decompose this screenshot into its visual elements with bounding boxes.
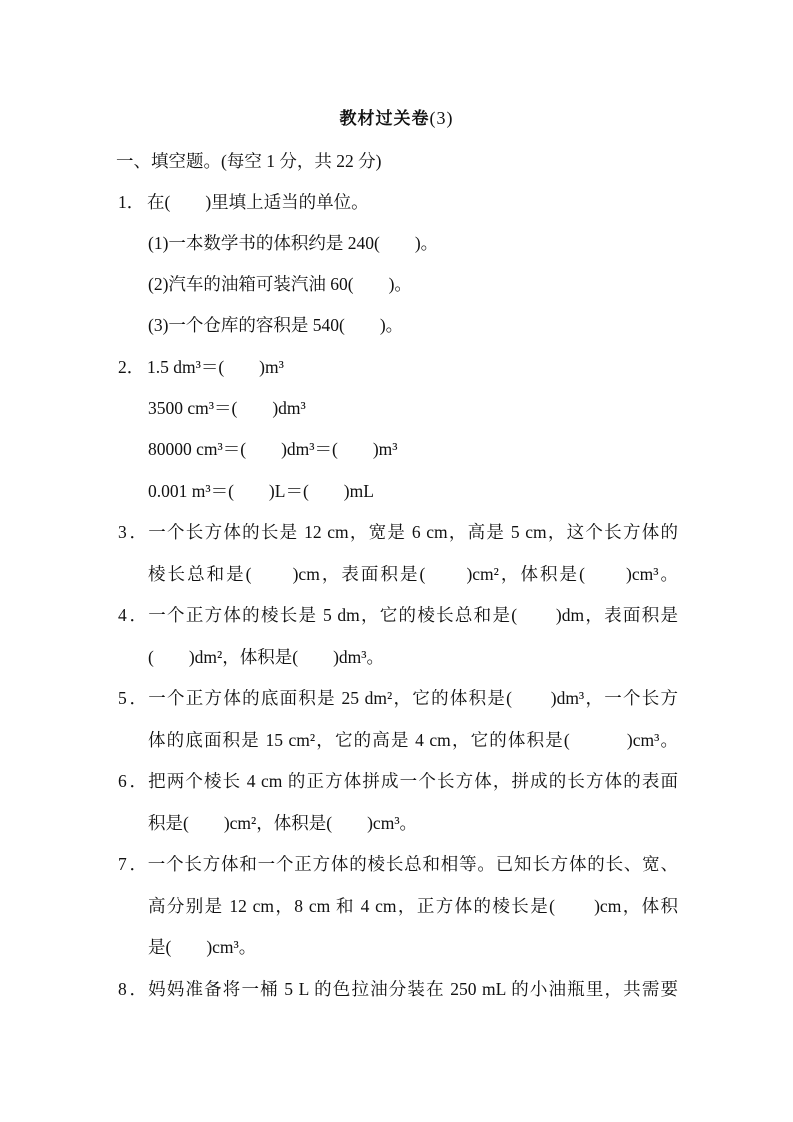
question-6-line-2: 积是( )cm²，体积是( )cm³。 bbox=[148, 813, 418, 833]
question-text: 一个正方体的棱长是 5 dm，它的棱长总和是( )dm，表面积是 bbox=[147, 605, 678, 625]
question-1-sub-3: (3)一个仓库的容积是 540( )。 bbox=[148, 315, 404, 335]
question-text: 把两个棱长 4 cm 的正方体拼成一个长方体，拼成的长方体的表面 bbox=[147, 771, 678, 791]
page-title bbox=[0, 104, 793, 129]
question-7-line-3: 是( )cm³。 bbox=[148, 937, 257, 957]
question-5 bbox=[118, 686, 678, 710]
question-text: 妈妈准备将一桶 5 L 的色拉油分装在 250 mL 的小油瓶里，共需要 bbox=[147, 979, 678, 999]
question-5-line-2: 体的底面积是 15 cm²，它的高是 4 cm，它的体积是( )cm³。 bbox=[148, 730, 678, 750]
question-text: 一个长方体的长是 12 cm，宽是 6 cm，高是 5 cm，这个长方体的 bbox=[147, 522, 678, 542]
question-number: 7． bbox=[118, 854, 147, 874]
title-number: (3) bbox=[429, 108, 454, 128]
question-text: 一个长方体和一个正方体的棱长总和相等。已知长方体的长、宽、 bbox=[147, 854, 678, 874]
question-1 bbox=[118, 190, 678, 214]
question-2-line-2: 3500 cm³＝( )dm³ bbox=[148, 398, 306, 418]
question-number: 1． bbox=[118, 192, 145, 212]
question-3 bbox=[118, 520, 678, 544]
question-text: 在( )里填上适当的单位。 bbox=[147, 192, 369, 212]
question-text: 1.5 dm³＝( )m³ bbox=[147, 357, 284, 377]
question-number: 4． bbox=[118, 605, 147, 625]
question-4 bbox=[118, 603, 678, 627]
question-1-sub-2: (2)汽车的油箱可装汽油 60( )。 bbox=[148, 274, 412, 294]
question-number: 8． bbox=[118, 979, 147, 999]
question-number: 2． bbox=[118, 357, 145, 377]
question-3-line-2: 棱长总和是( )cm，表面积是( )cm²，体积是( )cm³。 bbox=[148, 564, 678, 584]
question-number: 5． bbox=[118, 688, 147, 708]
question-2-line-3: 80000 cm³＝( )dm³＝( )m³ bbox=[148, 439, 398, 459]
question-2 bbox=[118, 355, 678, 379]
question-number: 3． bbox=[118, 522, 147, 542]
question-text: 一个正方体的底面积是 25 dm²，它的体积是( )dm³，一个长方 bbox=[147, 688, 678, 708]
question-6 bbox=[118, 769, 678, 793]
question-4-line-2: ( )dm²，体积是( )dm³。 bbox=[148, 647, 385, 667]
question-2-line-4: 0.001 m³＝( )L＝( )mL bbox=[148, 481, 374, 501]
question-7-line-2: 高分别是 12 cm，8 cm 和 4 cm，正方体的棱长是( )cm，体积 bbox=[148, 896, 678, 916]
question-8 bbox=[118, 977, 678, 1001]
question-number: 6． bbox=[118, 771, 147, 791]
section-heading: 一、填空题。(每空 1 分，共 22 分) bbox=[116, 151, 382, 171]
title-text: 教材过关卷 bbox=[339, 109, 430, 128]
question-1-sub-1: (1)一本数学书的体积约是 240( )。 bbox=[148, 233, 439, 253]
question-7 bbox=[118, 852, 678, 876]
